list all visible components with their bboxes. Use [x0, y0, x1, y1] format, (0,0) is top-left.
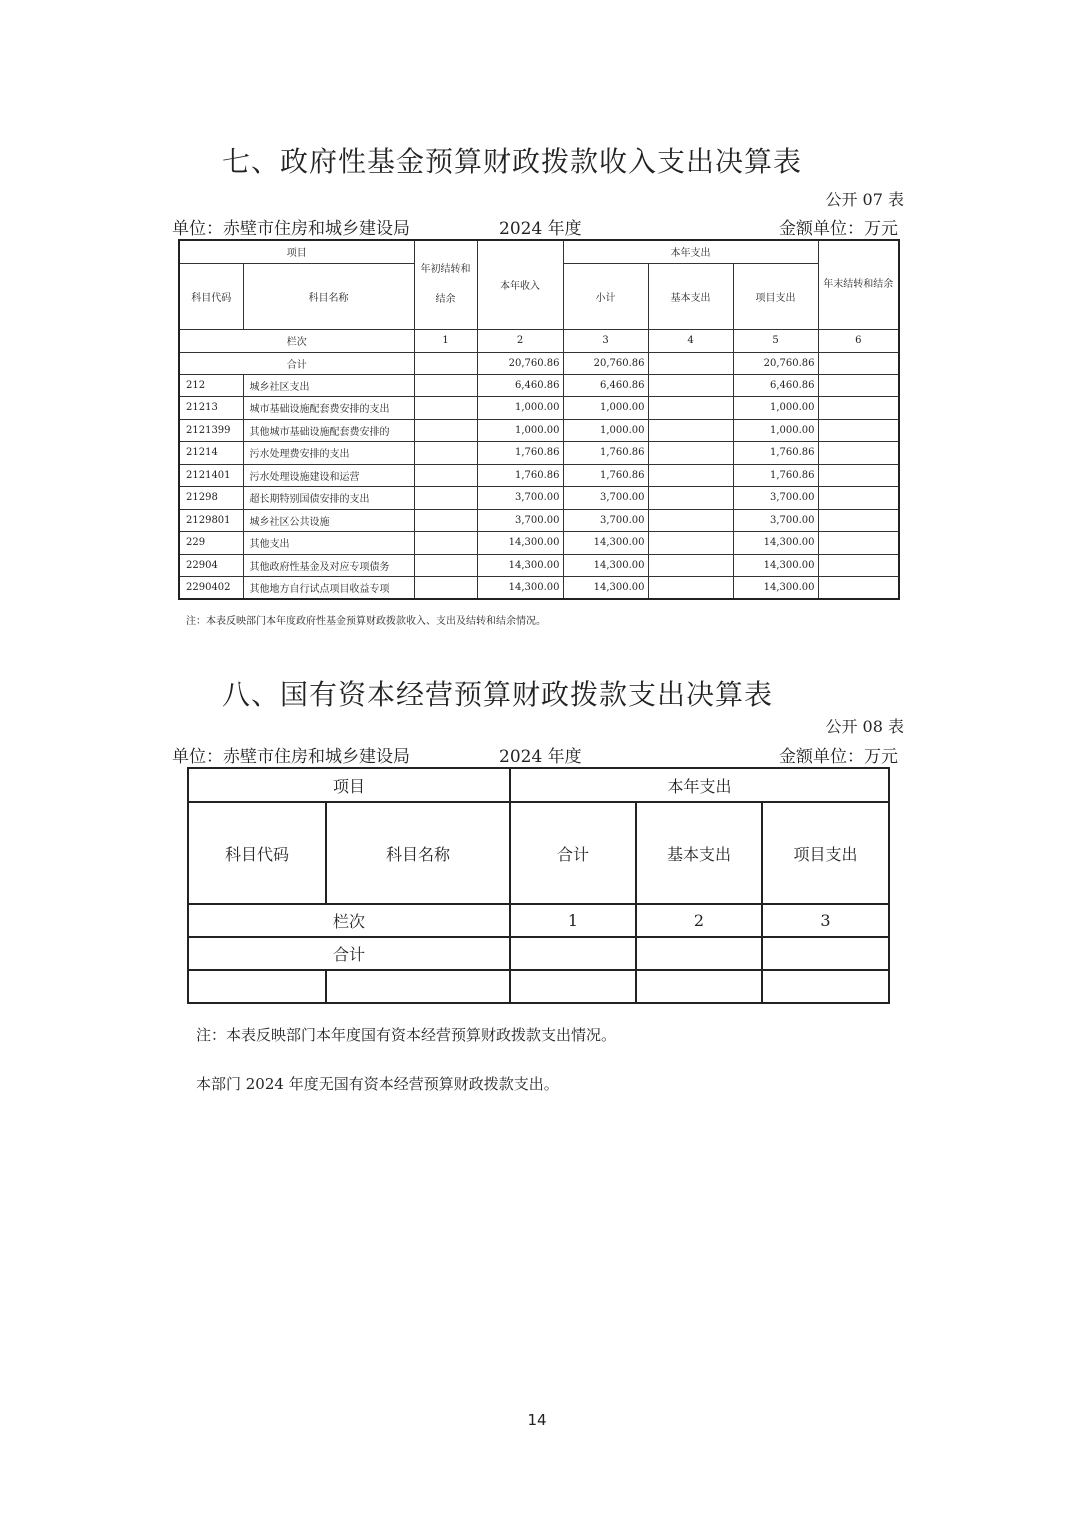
section8-amount-unit: 金额单位：万元 — [779, 747, 898, 767]
row-subtotal: 14,300.00 — [563, 577, 648, 600]
row-project: 1,000.00 — [733, 397, 818, 420]
table-row — [179, 419, 899, 442]
row-opening — [414, 532, 477, 555]
t8-col-3: 3 — [762, 904, 889, 937]
row-name: 其他城市基础设施配套费安排的 — [243, 419, 414, 442]
total-project: 20,760.86 — [733, 352, 818, 374]
col-4: 4 — [648, 329, 733, 352]
row-project: 1,760.86 — [733, 464, 818, 487]
row-opening — [414, 577, 477, 600]
t8-total-label: 合计 — [188, 937, 510, 970]
row-income: 3,700.00 — [477, 509, 563, 532]
row-closing — [818, 419, 899, 442]
t8-header-project: 项目支出 — [762, 802, 889, 904]
header-code: 科目代码 — [179, 263, 243, 329]
row-subtotal: 14,300.00 — [563, 554, 648, 577]
section7-note: 注：本表反映部门本年度政府性基金预算财政拨款收入、支出及结转和结余情况。 — [186, 616, 546, 627]
row-code: 22904 — [179, 554, 243, 577]
row-opening — [414, 554, 477, 577]
table-row — [179, 442, 899, 465]
col-3: 3 — [563, 329, 648, 352]
row-name: 污水处理费安排的支出 — [243, 442, 414, 465]
table-row — [179, 554, 899, 577]
row-basic — [648, 509, 733, 532]
section7-amount-unit: 金额单位：万元 — [779, 219, 898, 239]
row-income: 1,000.00 — [477, 419, 563, 442]
row-code: 21213 — [179, 397, 243, 420]
row-closing — [818, 442, 899, 465]
table-row — [179, 509, 899, 532]
row-project: 3,700.00 — [733, 487, 818, 510]
t8-header-item: 项目 — [188, 768, 510, 802]
t8-empty-cell — [510, 970, 636, 1003]
row-closing — [818, 487, 899, 510]
header-name: 科目名称 — [243, 263, 414, 329]
row-opening — [414, 464, 477, 487]
section7-year: 2024 年度 — [499, 219, 582, 239]
row-code: 21298 — [179, 487, 243, 510]
row-opening — [414, 374, 477, 397]
row-income: 14,300.00 — [477, 577, 563, 600]
row-opening — [414, 397, 477, 420]
row-code: 212 — [179, 374, 243, 397]
t8-total-cell — [636, 937, 762, 970]
row-basic — [648, 464, 733, 487]
section8-year: 2024 年度 — [499, 747, 582, 767]
table-row — [179, 374, 899, 397]
row-closing — [818, 509, 899, 532]
col-6: 6 — [818, 329, 899, 352]
section8-note: 注：本表反映部门本年度国有资本经营预算财政拨款支出情况。 — [196, 1026, 617, 1044]
row-name: 其他政府性基金及对应专项债务 — [243, 554, 414, 577]
t8-header-code: 科目代码 — [188, 802, 326, 904]
table-row — [179, 487, 899, 510]
total-closing — [818, 352, 899, 374]
t8-empty-cell — [326, 970, 510, 1003]
row-subtotal: 1,760.86 — [563, 442, 648, 465]
row-code: 229 — [179, 532, 243, 555]
header-closing: 年末结转和结余 — [818, 240, 899, 329]
row-opening — [414, 419, 477, 442]
section8-title: 八、国有资本经营预算财政拨款支出决算表 — [222, 678, 774, 711]
col-label: 栏次 — [179, 329, 414, 352]
table-row — [179, 464, 899, 487]
section7-unit: 单位：赤壁市住房和城乡建设局 — [172, 219, 410, 239]
col-2: 2 — [477, 329, 563, 352]
page-number: 14 — [527, 1411, 547, 1429]
row-income: 3,700.00 — [477, 487, 563, 510]
row-code: 2121401 — [179, 464, 243, 487]
row-basic — [648, 487, 733, 510]
section7-title: 七、政府性基金预算财政拨款收入支出决算表 — [222, 145, 803, 178]
row-project: 14,300.00 — [733, 532, 818, 555]
total-opening — [414, 352, 477, 374]
row-name: 其他支出 — [243, 532, 414, 555]
row-subtotal: 3,700.00 — [563, 509, 648, 532]
t8-col-1: 1 — [510, 904, 636, 937]
t8-col-2: 2 — [636, 904, 762, 937]
header-item: 项目 — [179, 240, 414, 263]
row-project: 3,700.00 — [733, 509, 818, 532]
row-basic — [648, 554, 733, 577]
row-basic — [648, 374, 733, 397]
table-07 — [178, 239, 900, 600]
row-name: 超长期特别国债安排的支出 — [243, 487, 414, 510]
row-closing — [818, 554, 899, 577]
t8-col-label: 栏次 — [188, 904, 510, 937]
row-income: 1,000.00 — [477, 397, 563, 420]
row-subtotal: 1,000.00 — [563, 419, 648, 442]
section7-table-code: 公开 07 表 — [825, 190, 904, 209]
row-subtotal: 14,300.00 — [563, 532, 648, 555]
table-row — [179, 577, 899, 600]
header-basic: 基本支出 — [648, 263, 733, 329]
row-closing — [818, 532, 899, 555]
t8-header-total: 合计 — [510, 802, 636, 904]
row-project: 14,300.00 — [733, 554, 818, 577]
row-name: 污水处理设施建设和运营 — [243, 464, 414, 487]
row-code: 2129801 — [179, 509, 243, 532]
t8-empty-cell — [762, 970, 889, 1003]
t8-total-cell — [762, 937, 889, 970]
col-5: 5 — [733, 329, 818, 352]
row-basic — [648, 532, 733, 555]
row-subtotal: 3,700.00 — [563, 487, 648, 510]
row-project: 1,000.00 — [733, 419, 818, 442]
header-subtotal: 小计 — [563, 263, 648, 329]
row-income: 1,760.86 — [477, 464, 563, 487]
row-subtotal: 1,760.86 — [563, 464, 648, 487]
t8-header-name: 科目名称 — [326, 802, 510, 904]
row-name: 城乡社区支出 — [243, 374, 414, 397]
section8-table-code: 公开 08 表 — [825, 717, 904, 736]
row-income: 14,300.00 — [477, 532, 563, 555]
header-expense: 本年支出 — [563, 240, 818, 263]
row-project: 6,460.86 — [733, 374, 818, 397]
table-08 — [187, 767, 890, 1004]
t8-header-expense: 本年支出 — [510, 768, 889, 802]
row-closing — [818, 397, 899, 420]
total-income: 20,760.86 — [477, 352, 563, 374]
row-closing — [818, 374, 899, 397]
row-basic — [648, 419, 733, 442]
row-name: 其他地方自行试点项目收益专项 — [243, 577, 414, 600]
header-opening: 年初结转和结余 — [414, 240, 477, 329]
row-opening — [414, 442, 477, 465]
total-basic — [648, 352, 733, 374]
row-name: 城乡社区公共设施 — [243, 509, 414, 532]
header-income: 本年收入 — [477, 240, 563, 329]
row-income: 6,460.86 — [477, 374, 563, 397]
t8-total-cell — [510, 937, 636, 970]
row-opening — [414, 509, 477, 532]
row-income: 14,300.00 — [477, 554, 563, 577]
row-closing — [818, 464, 899, 487]
row-name: 城市基础设施配套费安排的支出 — [243, 397, 414, 420]
row-opening — [414, 487, 477, 510]
row-basic — [648, 397, 733, 420]
row-project: 1,760.86 — [733, 442, 818, 465]
row-basic — [648, 442, 733, 465]
section8-unit: 单位：赤壁市住房和城乡建设局 — [172, 747, 410, 767]
t8-empty-cell — [636, 970, 762, 1003]
table-row — [179, 532, 899, 555]
t8-empty-cell — [188, 970, 326, 1003]
row-code: 2290402 — [179, 577, 243, 600]
row-code: 21214 — [179, 442, 243, 465]
row-closing — [818, 577, 899, 600]
total-label: 合计 — [179, 352, 414, 374]
t8-header-basic: 基本支出 — [636, 802, 762, 904]
row-subtotal: 1,000.00 — [563, 397, 648, 420]
total-subtotal: 20,760.86 — [563, 352, 648, 374]
row-income: 1,760.86 — [477, 442, 563, 465]
row-code: 2121399 — [179, 419, 243, 442]
col-1: 1 — [414, 329, 477, 352]
row-project: 14,300.00 — [733, 577, 818, 600]
section8-statement: 本部门 2024 年度无国有资本经营预算财政拨款支出。 — [196, 1075, 559, 1093]
row-subtotal: 6,460.86 — [563, 374, 648, 397]
row-basic — [648, 577, 733, 600]
header-project: 项目支出 — [733, 263, 818, 329]
table-row — [179, 397, 899, 420]
